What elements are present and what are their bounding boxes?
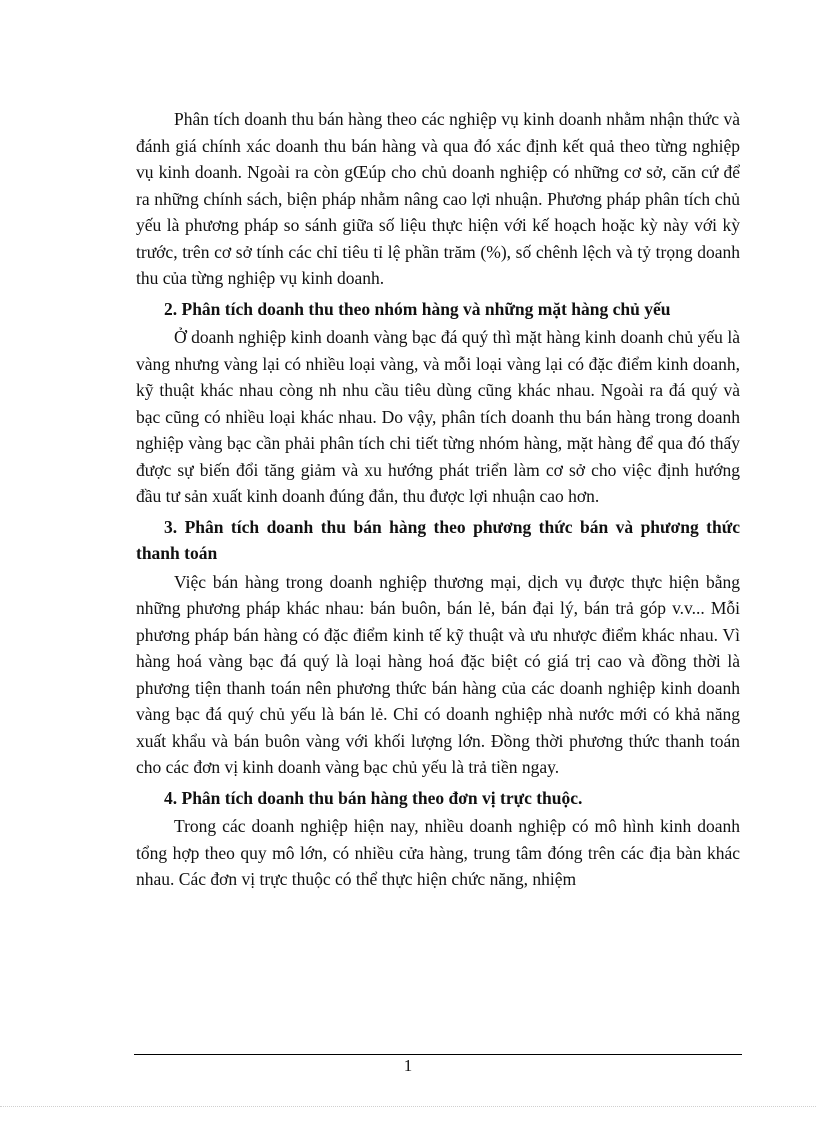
- paragraph-sales-methods: Việc bán hàng trong doanh nghiệp thương mại, dịch vụ được thực hiện bằng những phương pháp khác nhau: bán buôn, bán lẻ, bán đại lý, bán trả góp v.v... Mỗi phương pháp bán hàng có đặc điểm kinh tế kỹ thuật và ưu nhược điểm khác nhau. Vì hàng hoá vàng bạc đá quý là loại hàng hoá đặc biệt có giá trị cao và đồng thời là phương tiện thanh toán nên phương thức bán hàng của các doanh nghiệp kinh doanh vàng bạc đá quý chủ yếu là bán lẻ. Chỉ có doanh nghiệp nhà nước mới có khả năng xuất khẩu và bán buôn vàng với khối lượng lớn. Đồng thời phương thức thanh toán cho các đơn vị kinh doanh vàng bạc chủ yếu là trả tiền ngay.: [136, 571, 740, 777]
- heading-section-2: 2. Phân tích doanh thu theo nhóm hàng và những mặt hàng chủ yếu: [164, 298, 671, 319]
- page-number: 1: [403, 1056, 413, 1075]
- document-body: [136, 106, 740, 893]
- paragraph-business-operations: Phân tích doanh thu bán hàng theo các nghiệp vụ kinh doanh nhằm nhận thức và đánh giá chính xác doanh thu bán hàng và qua đó xác định kết quả theo từng nghiệp vụ kinh doanh. Ngoài ra còn gŒúp cho chủ doanh nghiệp có những cơ sở, căn cứ để ra những chính sách, biện pháp nhằm nâng cao lợi nhuận. Phương pháp phân tích chủ yếu là phương pháp so sánh giữa số liệu thực hiện với kế hoạch hoặc kỳ này với kỳ trước, trên cơ sở tính các chỉ tiêu tỉ lệ phần trăm (%), số chênh lệch và tỷ trọng doanh thu của từng nghiệp vụ kinh doanh.: [136, 109, 740, 288]
- paragraph-subsidiary-units: Trong các doanh nghiệp hiện nay, nhiều doanh nghiệp có mô hình kinh doanh tổng hợp theo quy mô lớn, có nhiều cửa hàng, trung tâm đóng trên các địa bàn khác nhau. Các đơn vị trực thuộc có thể thực hiện chức năng, nhiệm: [136, 816, 740, 889]
- heading-section-4: 4. Phân tích doanh thu bán hàng theo đơn vị trực thuộc.: [164, 787, 583, 808]
- page-bottom-border: [0, 1106, 816, 1107]
- footer-divider: [134, 1054, 742, 1055]
- heading-section-3: 3. Phân tích doanh thu bán hàng theo phương thức bán và phương thức thanh toán: [136, 516, 740, 563]
- paragraph-product-groups: Ở doanh nghiệp kinh doanh vàng bạc đá quý thì mặt hàng kinh doanh chủ yếu là vàng nhưng vàng lại có nhiều loại vàng, và mỗi loại vàng lại có đặc điểm kinh doanh, kỹ thuật khác nhau còng nh nhu cầu tiêu dùng cũng khác nhau. Ngoài ra đá quý và bạc cũng có nhiều loại khác nhau. Do vậy, phân tích doanh thu bán hàng trong doanh nghiệp vàng bạc cần phải phân tích chi tiết từng nhóm hàng, mặt hàng để qua đó thấy được sự biến đổi tăng giảm và xu hướng phát triển làm cơ sở cho việc định hướng đầu tư sản xuất kinh doanh đúng đắn, thu được lợi nhuận cao hơn.: [136, 327, 740, 506]
